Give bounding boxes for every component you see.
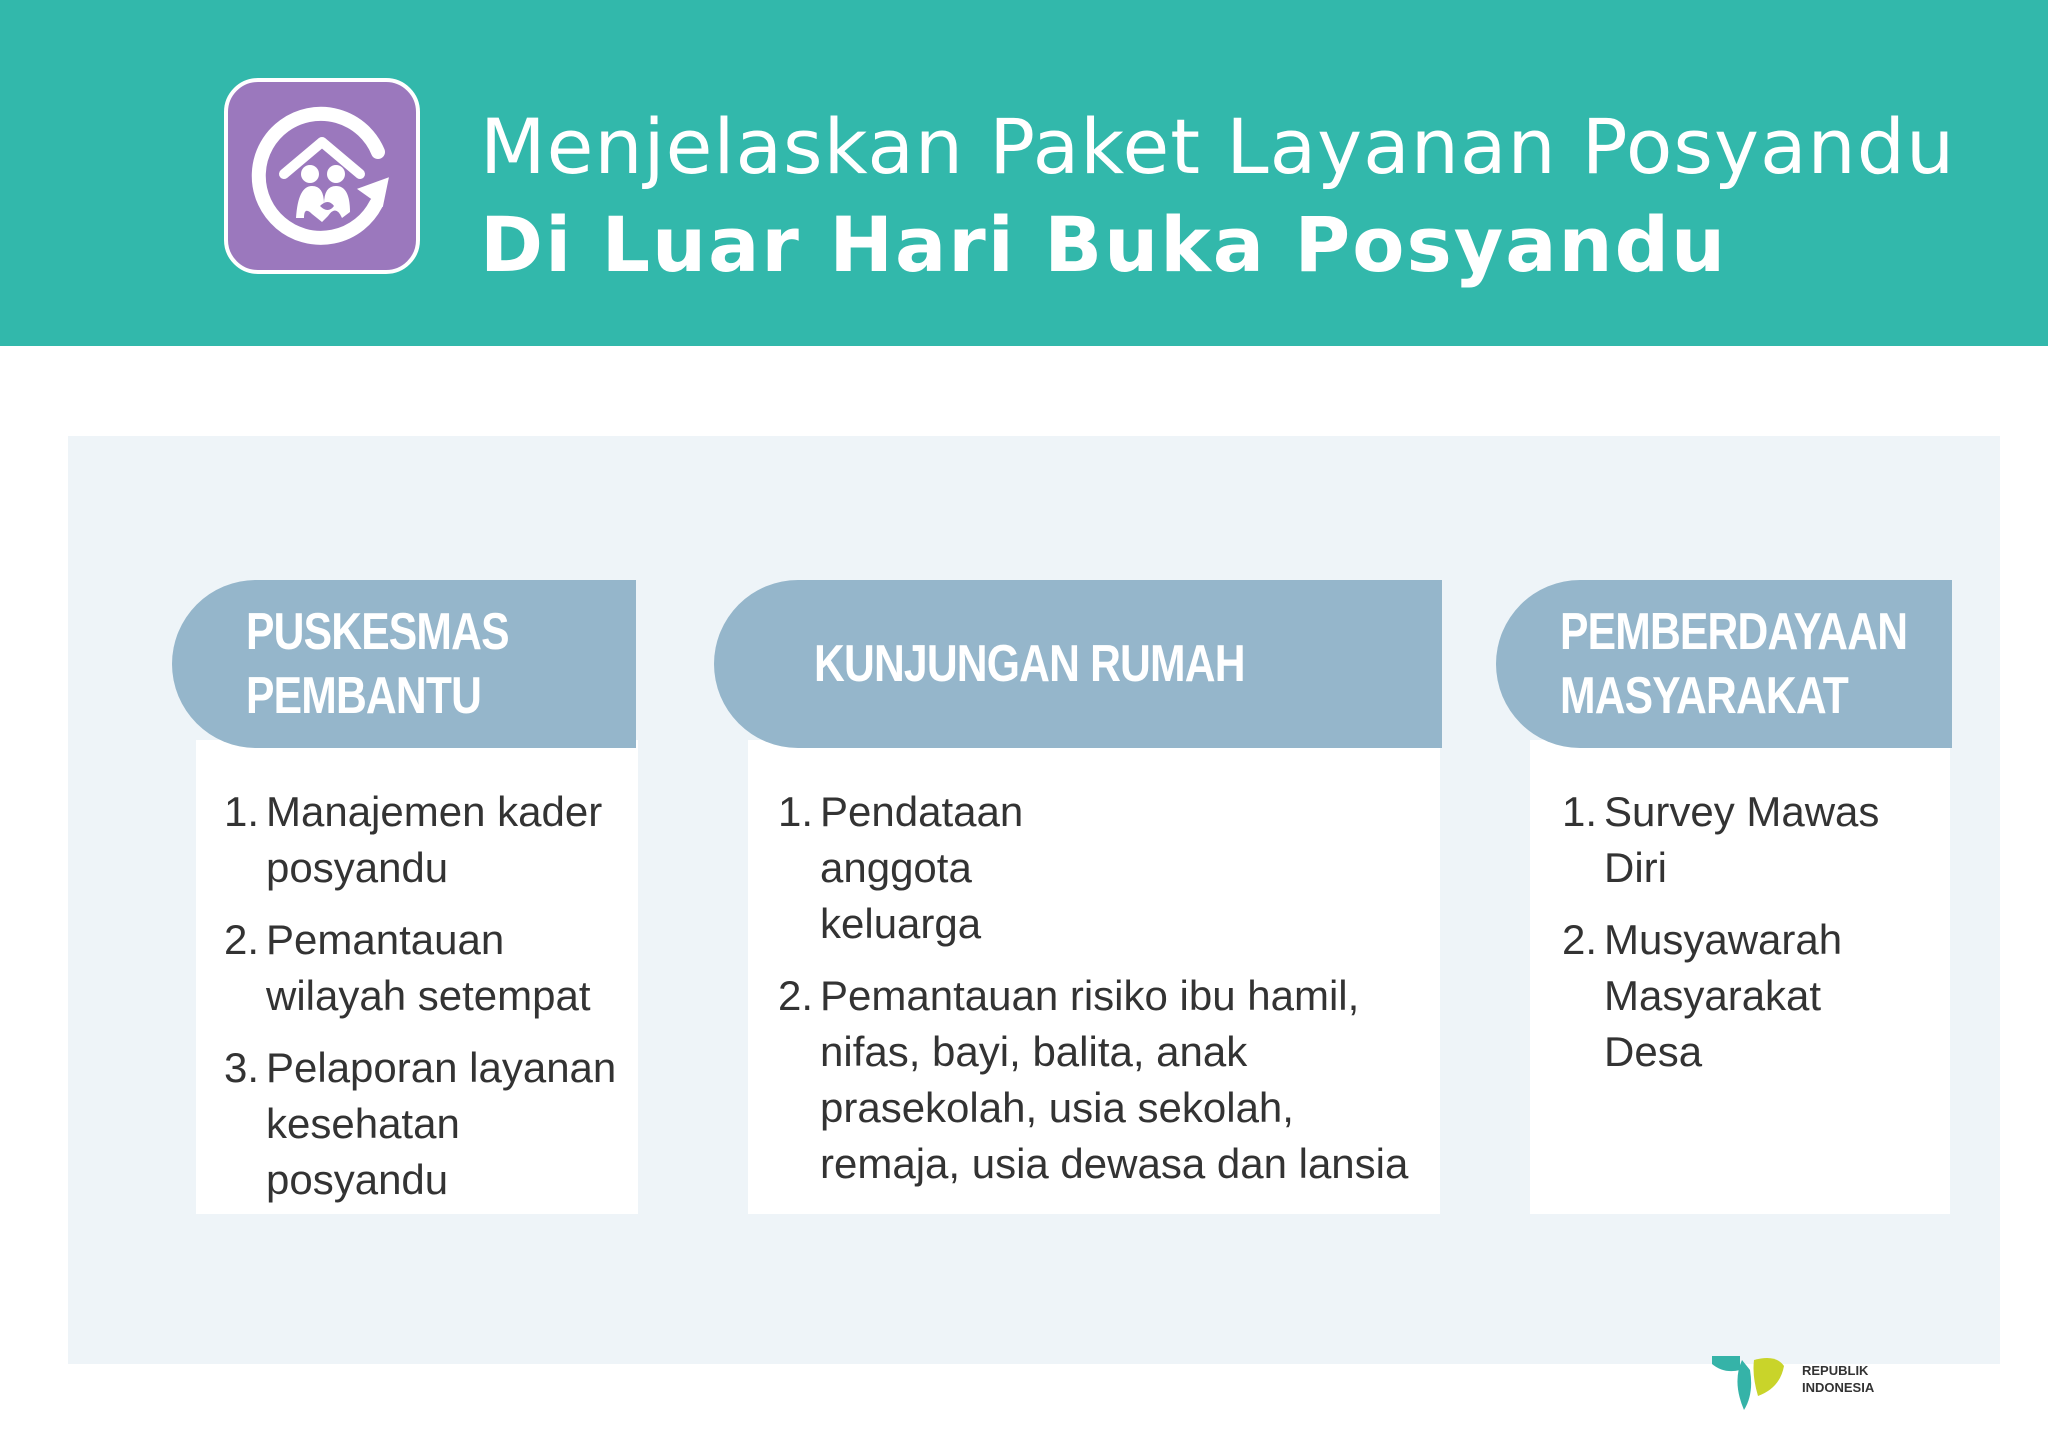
card-heading-text: KUNJUNGAN RUMAH <box>814 635 1245 693</box>
list-item-text: Pemantauan risiko ibu hamil, nifas, bayi, balita, anak prasekolah, usia sekolah, remaja, usia dewasa dan lansia <box>820 972 1409 1187</box>
list-item <box>778 968 1428 1192</box>
footer-logo-text: REPUBLIK INDONESIA <box>1802 1363 1875 1395</box>
page-title-line1: Menjelaskan Paket Layanan Posyandu <box>480 102 1956 191</box>
list-item <box>224 784 624 896</box>
list-item-number: 3. <box>224 1044 260 1091</box>
list-item-number: 1. <box>224 788 260 835</box>
footer-logo <box>1710 1352 1890 1432</box>
list-item <box>1562 784 1942 896</box>
page-title-line2: Di Luar Hari Buka Posyandu <box>480 200 1728 289</box>
header-bar <box>0 0 2048 346</box>
list-item-number: 2. <box>778 972 814 1019</box>
list-item-number: 1. <box>778 788 814 835</box>
list-item <box>778 784 1428 952</box>
card-heading-text: PEMBERDAYAAN MASYARAKAT <box>1560 603 1908 725</box>
card-list-kunjungan-rumah <box>778 784 1428 1208</box>
kemenkes-logo-icon <box>1710 1352 1800 1432</box>
list-item-number: 1. <box>1562 788 1598 835</box>
list-item-number: 2. <box>1562 916 1598 963</box>
card-heading-kunjungan-rumah <box>714 580 1442 748</box>
list-item-text: Pendataan anggota keluarga <box>820 788 1024 947</box>
list-item <box>1562 912 1942 1080</box>
list-item-text: Pelaporan layanan kesehatan posyandu <box>266 1044 617 1203</box>
list-item <box>224 912 624 1024</box>
logo-badge <box>224 78 420 274</box>
family-home-cycle-icon <box>228 82 416 270</box>
card-list-puskesmas-pembantu <box>224 784 624 1224</box>
list-item-text: Survey Mawas Diri <box>1604 788 1880 891</box>
card-heading-puskesmas-pembantu <box>172 580 636 748</box>
list-item <box>224 1040 624 1208</box>
card-heading-text: PUSKESMAS PEMBANTU <box>246 603 509 725</box>
list-item-number: 2. <box>224 916 260 963</box>
list-item-text: Pemantauan wilayah setempat <box>266 916 591 1019</box>
card-heading-pemberdayaan-masyarakat <box>1496 580 1952 748</box>
list-item-text: Manajemen kader posyandu <box>266 788 603 891</box>
list-item-text: Musyawarah Masyarakat Desa <box>1604 916 1843 1075</box>
card-list-pemberdayaan-masyarakat <box>1562 784 1942 1096</box>
